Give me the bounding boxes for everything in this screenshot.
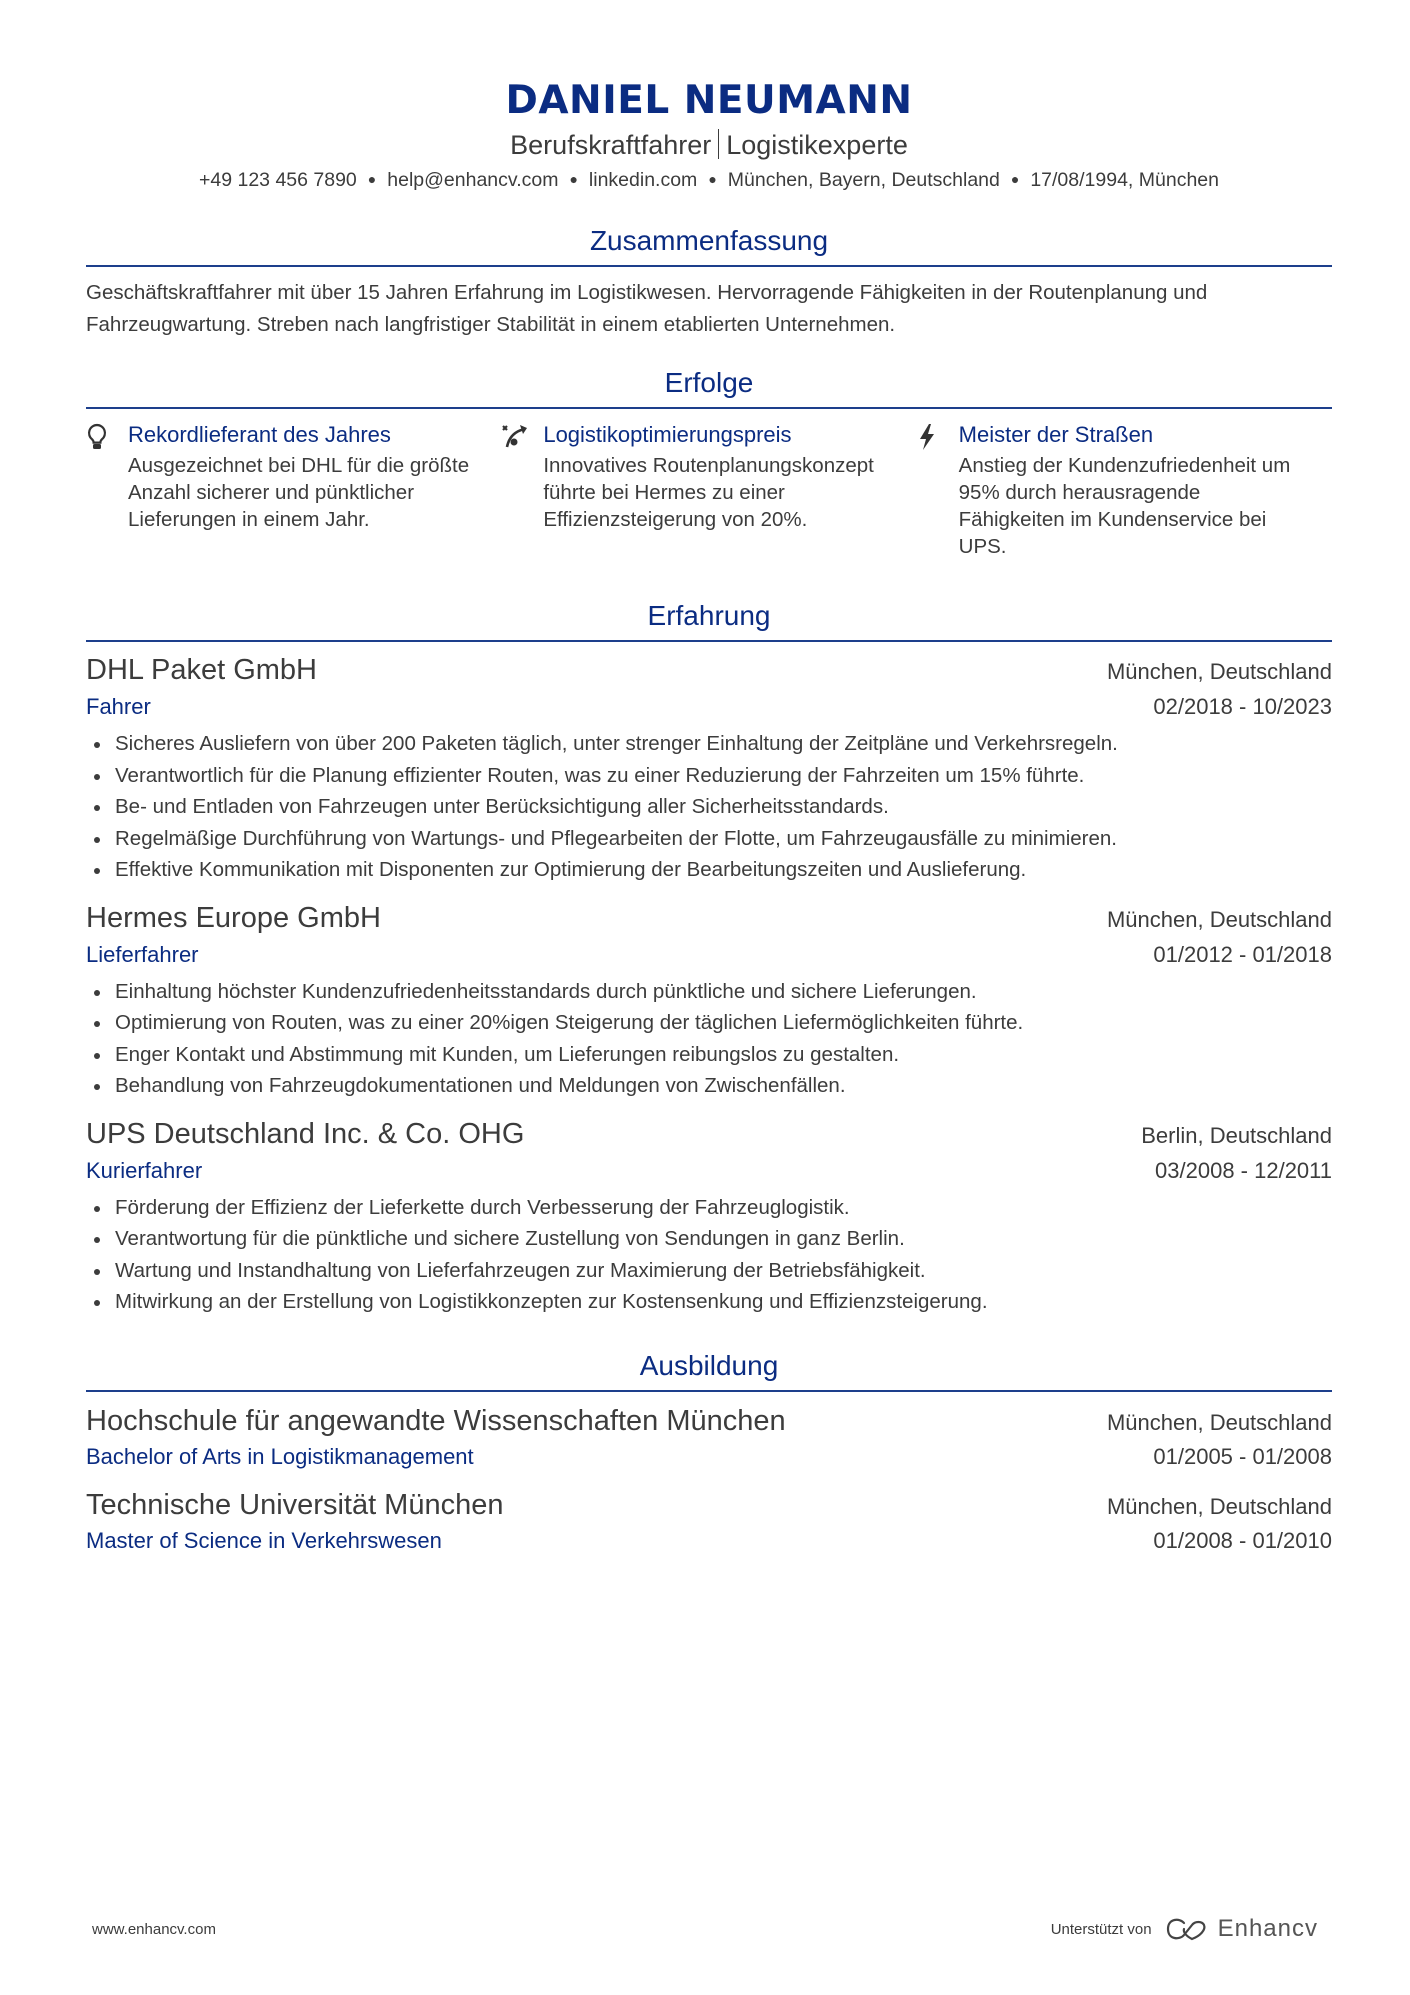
bullet-item: Sicheres Ausliefern von über 200 Paketen täglich, unter strenger Einhaltung der Zeitpläne und Verkehrsregeln. (86, 728, 1332, 760)
institution-name: Hochschule für angewandte Wissenschaften München (86, 1404, 786, 1437)
company-name: UPS Deutschland Inc. & Co. OHG (86, 1117, 525, 1150)
job-bullets (86, 1192, 1332, 1318)
achievement-item (86, 419, 501, 560)
bullet-separator: ● (708, 171, 717, 187)
powered-by (1051, 1915, 1318, 1943)
education-heading: Ausbildung (86, 1348, 1332, 1392)
achievement-description: Ausgezeichnet bei DHL für die größte Anzahl sicherer und pünktlicher Lieferungen in einem Jahr. (128, 454, 470, 531)
degree: Master of Science in Verkehrswesen (86, 1527, 442, 1553)
achievements-heading: Erfolge (86, 365, 1332, 409)
bullet-item: Förderung der Effizienz der Lieferkette durch Verbesserung der Fahrzeuglogistik. (86, 1192, 1332, 1224)
lightbulb-icon (86, 419, 128, 560)
job-role: Fahrer (86, 694, 151, 719)
page-footer (92, 1915, 1318, 1943)
education-dates: 01/2005 - 01/2008 (1153, 1443, 1332, 1469)
contact-phone[interactable]: +49 123 456 7890 (199, 169, 357, 191)
achievement-title: Logistikoptimierungspreis (543, 422, 792, 447)
experience-heading: Erfahrung (86, 598, 1332, 642)
bullet-item: Behandlung von Fahrzeugdokumentationen und Meldungen von Zwischenfällen. (86, 1070, 1332, 1102)
experience-entry (86, 898, 1332, 1102)
job-location: Berlin, Deutschland (1141, 1122, 1332, 1148)
contact-location: München, Bayern, Deutschland (727, 169, 1000, 191)
job-bullets (86, 976, 1332, 1102)
candidate-title (86, 128, 1332, 162)
resume-page (86, 0, 1332, 1995)
institution-location: München, Deutschland (1106, 1493, 1332, 1519)
bullet-separator: ● (1010, 171, 1020, 187)
summary-text: Geschäftskraftfahrer mit über 15 Jahren Erfahrung im Logistikwesen. Hervorragende Fähigkeiten in der Routenplanung und Fahrzeugwartung. Streben nach langfristiger Stabilität in einem etablierten Unternehmen. (86, 281, 1208, 336)
footer-url[interactable]: www.enhancv.com (92, 1920, 216, 1938)
title-part-1: Berufskraftfahrer (510, 130, 712, 160)
bullet-item: Enger Kontakt und Abstimmung mit Kunden, um Lieferungen reibungslos zu gestalten. (86, 1039, 1332, 1071)
lightning-icon (917, 419, 959, 560)
bullet-item: Mitwirkung an der Erstellung von Logistikkonzepten zur Kostensenkung und Effizienzsteigerung. (86, 1286, 1332, 1318)
bullet-item: Regelmäßige Durchführung von Wartungs- und Pflegearbeiten der Flotte, um Fahrzeugausfälle zu minimieren. (86, 823, 1332, 855)
contact-line (86, 166, 1332, 193)
job-role: Kurierfahrer (86, 1157, 203, 1183)
bullet-item: Effektive Kommunikation mit Disponenten zur Optimierung der Bearbeitungszeiten und Auslieferung. (86, 854, 1332, 886)
bullet-separator: ● (367, 171, 377, 187)
achievements-section (86, 365, 1332, 560)
bullet-item: Be- und Entladen von Fahrzeugen unter Berücksichtigung aller Sicherheitsstandards. (86, 791, 1332, 823)
title-part-2: Logistikexperte (726, 130, 908, 160)
powered-by-label: Unterstützt von (1050, 1920, 1152, 1938)
enhancv-logo-icon (1164, 1917, 1210, 1941)
route-icon (501, 419, 543, 560)
title-separator (718, 129, 719, 159)
contact-linkedin[interactable]: linkedin.com (588, 169, 698, 191)
achievement-description: Anstieg der Kundenzufriedenheit um 95% durch herausragende Fähigkeiten im Kundenservice bei UPS. (958, 454, 1291, 558)
experience-section (86, 598, 1332, 1318)
bullet-item: Verantwortlich für die Planung effizienter Routen, was zu einer Reduzierung der Fahrzeiten um 15% führte. (86, 760, 1332, 792)
education-entry (86, 1402, 1332, 1474)
experience-entry (86, 1114, 1332, 1318)
contact-email[interactable]: help@enhancv.com (387, 169, 559, 191)
job-bullets (86, 728, 1332, 886)
bullet-item: Einhaltung höchster Kundenzufriedenheitsstandards durch pünktliche und sichere Lieferungen. (86, 976, 1332, 1008)
education-section (86, 1348, 1332, 1558)
job-location: München, Deutschland (1106, 906, 1332, 932)
job-role: Lieferfahrer (86, 941, 199, 967)
achievement-title: Rekordlieferant des Jahres (128, 422, 391, 447)
bullet-item: Optimierung von Routen, was zu einer 20%igen Steigerung der täglichen Liefermöglichkeiten führte. (86, 1007, 1332, 1039)
bullet-item: Wartung und Instandhaltung von Lieferfahrzeugen zur Maximierung der Betriebsfähigkeit. (86, 1255, 1332, 1287)
achievement-title: Meister der Straßen (958, 422, 1154, 447)
job-dates: 01/2012 - 01/2018 (1153, 941, 1332, 967)
education-entry (86, 1486, 1332, 1558)
bullet-separator: ● (569, 171, 578, 187)
resume-header (86, 0, 1332, 193)
degree: Bachelor of Arts in Logistikmanagement (86, 1443, 474, 1469)
company-name: DHL Paket GmbH (86, 654, 317, 686)
institution-location: München, Deutschland (1106, 1409, 1332, 1435)
contact-birth: 17/08/1994, München (1030, 169, 1219, 191)
job-location: München, Deutschland (1106, 659, 1332, 684)
education-dates: 01/2008 - 01/2010 (1153, 1527, 1332, 1553)
experience-entry (86, 650, 1332, 886)
summary-heading: Zusammenfassung (86, 223, 1332, 267)
achievement-description: Innovatives Routenplanungskonzept führte bei Hermes zu einer Effizienzsteigerung von 20%. (543, 454, 874, 531)
summary-section (86, 223, 1332, 341)
candidate-name: DANIEL NEUMANN (505, 78, 913, 123)
brand-name: Enhancv (1217, 1915, 1318, 1942)
job-dates: 03/2008 - 12/2011 (1155, 1157, 1332, 1183)
achievement-item (501, 419, 916, 560)
institution-name: Technische Universität München (86, 1488, 504, 1521)
achievement-item (917, 419, 1332, 560)
company-name: Hermes Europe GmbH (86, 901, 381, 934)
bullet-item: Verantwortung für die pünktliche und sichere Zustellung von Sendungen in ganz Berlin. (86, 1223, 1332, 1255)
job-dates: 02/2018 - 10/2023 (1153, 694, 1332, 719)
